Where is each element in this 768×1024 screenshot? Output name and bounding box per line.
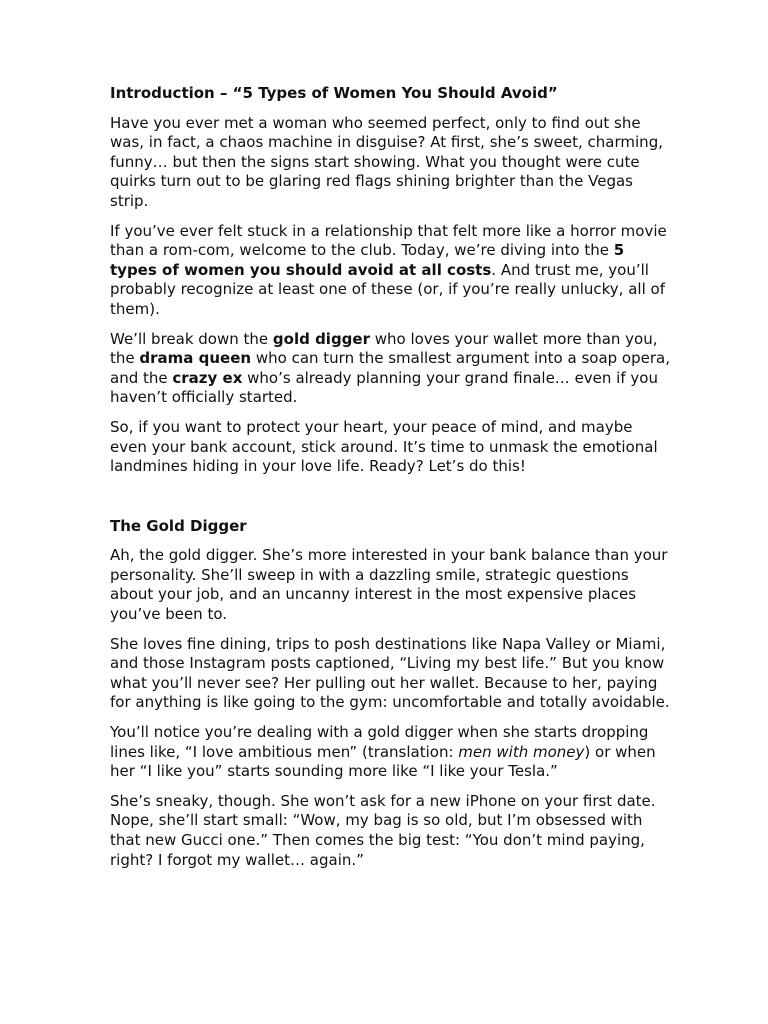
intro-heading: Introduction – “5 Types of Women You Should Avoid” xyxy=(110,84,558,102)
gold-digger-heading: The Gold Digger xyxy=(110,516,247,535)
text-run: who loves your wallet more than you, the xyxy=(110,329,658,368)
text-run: We’ll break down the xyxy=(110,329,273,348)
intro-paragraph-3 xyxy=(110,330,670,408)
text-run: You’ll notice you’re dealing with a gold digger when she starts dropping lines like, “I love ambitious men” (translation: xyxy=(110,723,649,761)
bold-phrase: drama queen xyxy=(139,349,252,368)
text-run: who’s already planning your grand finale… even if you haven’t officially started. xyxy=(110,368,658,407)
intro-paragraph-4: So, if you want to protect your heart, your peace of mind, and maybe even your bank account, stick around. It’s time to unmask the emotional landmines hiding in your love life. Ready? Let’s do this! xyxy=(110,417,658,476)
gold-digger-paragraph-1: Ah, the gold digger. She’s more interested in your bank balance than your personality. She’ll sweep in with a dazzling smile, strategic questions about your job, and an uncanny interest in the most expensive places you’ve been to. xyxy=(110,546,668,624)
intro-paragraph-1: Have you ever met a woman who seemed perfect, only to find out she was, in fact, a chaos machine in disguise? At first, she’s sweet, charming, funny… but then the signs start showing. What you thought were cute quirks turn out to be glaring red flags shining brighter than the Vegas strip. xyxy=(110,113,663,210)
gold-digger-paragraph-2: She loves fine dining, trips to posh destinations like Napa Valley or Miami, and those Instagram posts captioned, “Living my best life.” But you know what you’ll never see? Her pulling out her wallet. Because to her, paying for anything is like going to the gym: uncomfortable and totally avoidable. xyxy=(110,634,670,712)
gold-digger-paragraph-3 xyxy=(110,723,670,782)
text-run: who can turn the smallest argument into a soap opera, and the xyxy=(110,349,670,387)
text-run: ) or when her “I like you” starts sounding more like “I like your Tesla.” xyxy=(110,742,656,781)
bold-phrase: gold digger xyxy=(272,329,370,348)
bold-phrase: crazy ex xyxy=(172,368,243,387)
bold-phrase: 5 types of women you should avoid at all costs xyxy=(110,241,625,279)
document-body xyxy=(110,84,670,880)
intro-paragraph-2 xyxy=(110,222,670,320)
text-run: If you’ve ever felt stuck in a relationship that felt more like a horror movie than a rom-com, welcome to the club. Today, we’re diving into the xyxy=(110,221,667,260)
italic-phrase: men with money xyxy=(458,742,585,761)
text-run: . And trust me, you’ll probably recognize at least one of these (or, if you’re really unlucky, all of them). xyxy=(110,260,665,318)
section-spacer xyxy=(110,487,670,517)
gold-digger-paragraph-4: She’s sneaky, though. She won’t ask for a new iPhone on your first date. Nope, she’ll start small: “Wow, my bag is so old, but I’m obsessed with that new Gucci one.” Then comes the big test: “You don’t mind paying, right? I forgot my wallet… again.” xyxy=(110,791,656,869)
